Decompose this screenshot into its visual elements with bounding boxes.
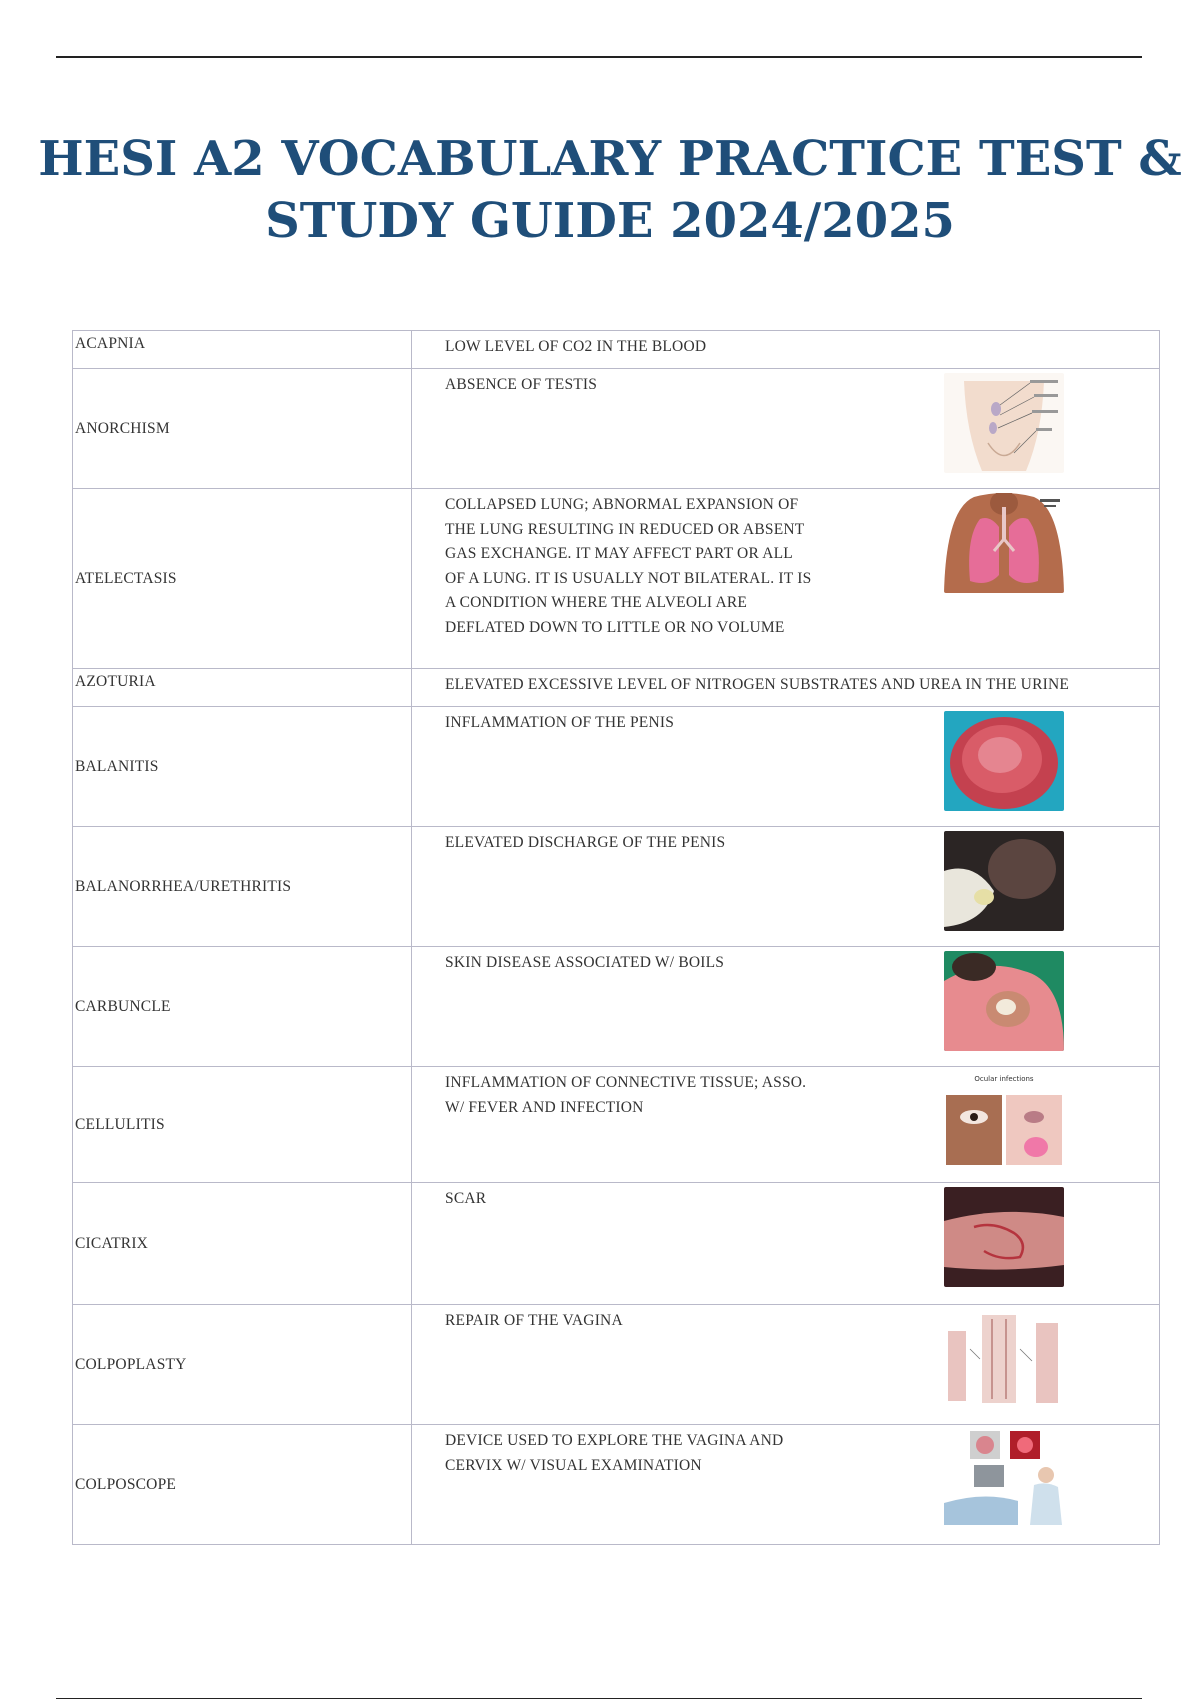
definition-cell (412, 707, 1160, 827)
header-rule (56, 56, 1142, 58)
definition-cell (412, 1183, 1160, 1305)
definition-text: ELEVATED DISCHARGE OF THE PENIS (445, 834, 726, 851)
scar-photo-image (944, 1187, 1064, 1287)
definition-cell (412, 947, 1160, 1067)
table-row (73, 707, 1160, 827)
definition-text: COLLAPSED LUNG; ABNORMAL EXPANSION OF THE LUNG RESULTING IN REDUCED OR ABSENT GAS EXCHANGE. IT MAY AFFECT PART OR ALL OF A LUNG. IT IS USUALLY NOT BILATERAL. IT IS A CONDITION WHERE THE ALVEOLI ARE DEFLATED DOWN TO LITTLE OR NO VOLUME (445, 496, 812, 636)
term-cell: BALANORRHEA/URETHRITIS (73, 827, 412, 947)
vocabulary-table (72, 330, 1160, 1545)
table-row (73, 331, 1160, 369)
footer-rule (56, 1698, 1142, 1699)
definition-cell (412, 1425, 1160, 1545)
male-anatomy-diagram-image (944, 373, 1064, 473)
term-cell: CICATRIX (73, 1183, 412, 1305)
definition-cell (412, 369, 1160, 489)
definition-text: INFLAMMATION OF THE PENIS (445, 714, 675, 731)
term-cell: BALANITIS (73, 707, 412, 827)
colposcopy-illustration-image (944, 1429, 1064, 1529)
definition-cell (412, 1067, 1160, 1183)
facial-infection-photos-image (944, 1071, 1064, 1171)
term-cell: COLPOSCOPE (73, 1425, 412, 1545)
table-row (73, 1305, 1160, 1425)
definition-cell (412, 489, 1160, 669)
image-caption: Ocular infections (974, 1075, 1034, 1083)
term-cell: CELLULITIS (73, 1067, 412, 1183)
table-row (73, 669, 1160, 707)
definition-text: SKIN DISEASE ASSOCIATED W/ BOILS (445, 954, 725, 971)
document-title (30, 128, 1190, 252)
definition-text: LOW LEVEL OF CO2 IN THE BLOOD (445, 338, 707, 355)
table-row (73, 947, 1160, 1067)
definition-cell (412, 827, 1160, 947)
title-line-1: HESI A2 VOCABULARY PRACTICE TEST & (38, 131, 1182, 187)
term-cell: ATELECTASIS (73, 489, 412, 669)
surgical-diagram-image (944, 1309, 1064, 1409)
term-cell: CARBUNCLE (73, 947, 412, 1067)
clinical-photo-image (944, 831, 1064, 931)
table-row (73, 489, 1160, 669)
title-line-2: STUDY GUIDE 2024/2025 (265, 193, 955, 249)
lungs-illustration-image (944, 493, 1064, 593)
table-row (73, 1183, 1160, 1305)
definition-text: INFLAMMATION OF CONNECTIVE TISSUE; ASSO. W/ FEVER AND INFECTION (445, 1074, 807, 1116)
definition-text: DEVICE USED TO EXPLORE THE VAGINA AND CERVIX W/ VISUAL EXAMINATION (445, 1432, 784, 1474)
table-row (73, 1425, 1160, 1545)
definition-cell (412, 669, 1160, 707)
definition-cell (412, 1305, 1160, 1425)
skin-boil-photo-image (944, 951, 1064, 1051)
definition-text: REPAIR OF THE VAGINA (445, 1312, 623, 1329)
definition-cell (412, 331, 1160, 369)
definition-text: ABSENCE OF TESTIS (445, 376, 598, 393)
table-row (73, 827, 1160, 947)
table-row (73, 369, 1160, 489)
definition-text: SCAR (445, 1190, 487, 1207)
term-cell: AZOTURIA (73, 669, 412, 707)
definition-text: ELEVATED EXCESSIVE LEVEL OF NITROGEN SUBSTRATES AND UREA IN THE URINE (445, 676, 1070, 693)
clinical-photo-image (944, 711, 1064, 811)
table-row (73, 1067, 1160, 1183)
term-cell: ANORCHISM (73, 369, 412, 489)
term-cell: ACAPNIA (73, 331, 412, 369)
term-cell: COLPOPLASTY (73, 1305, 412, 1425)
